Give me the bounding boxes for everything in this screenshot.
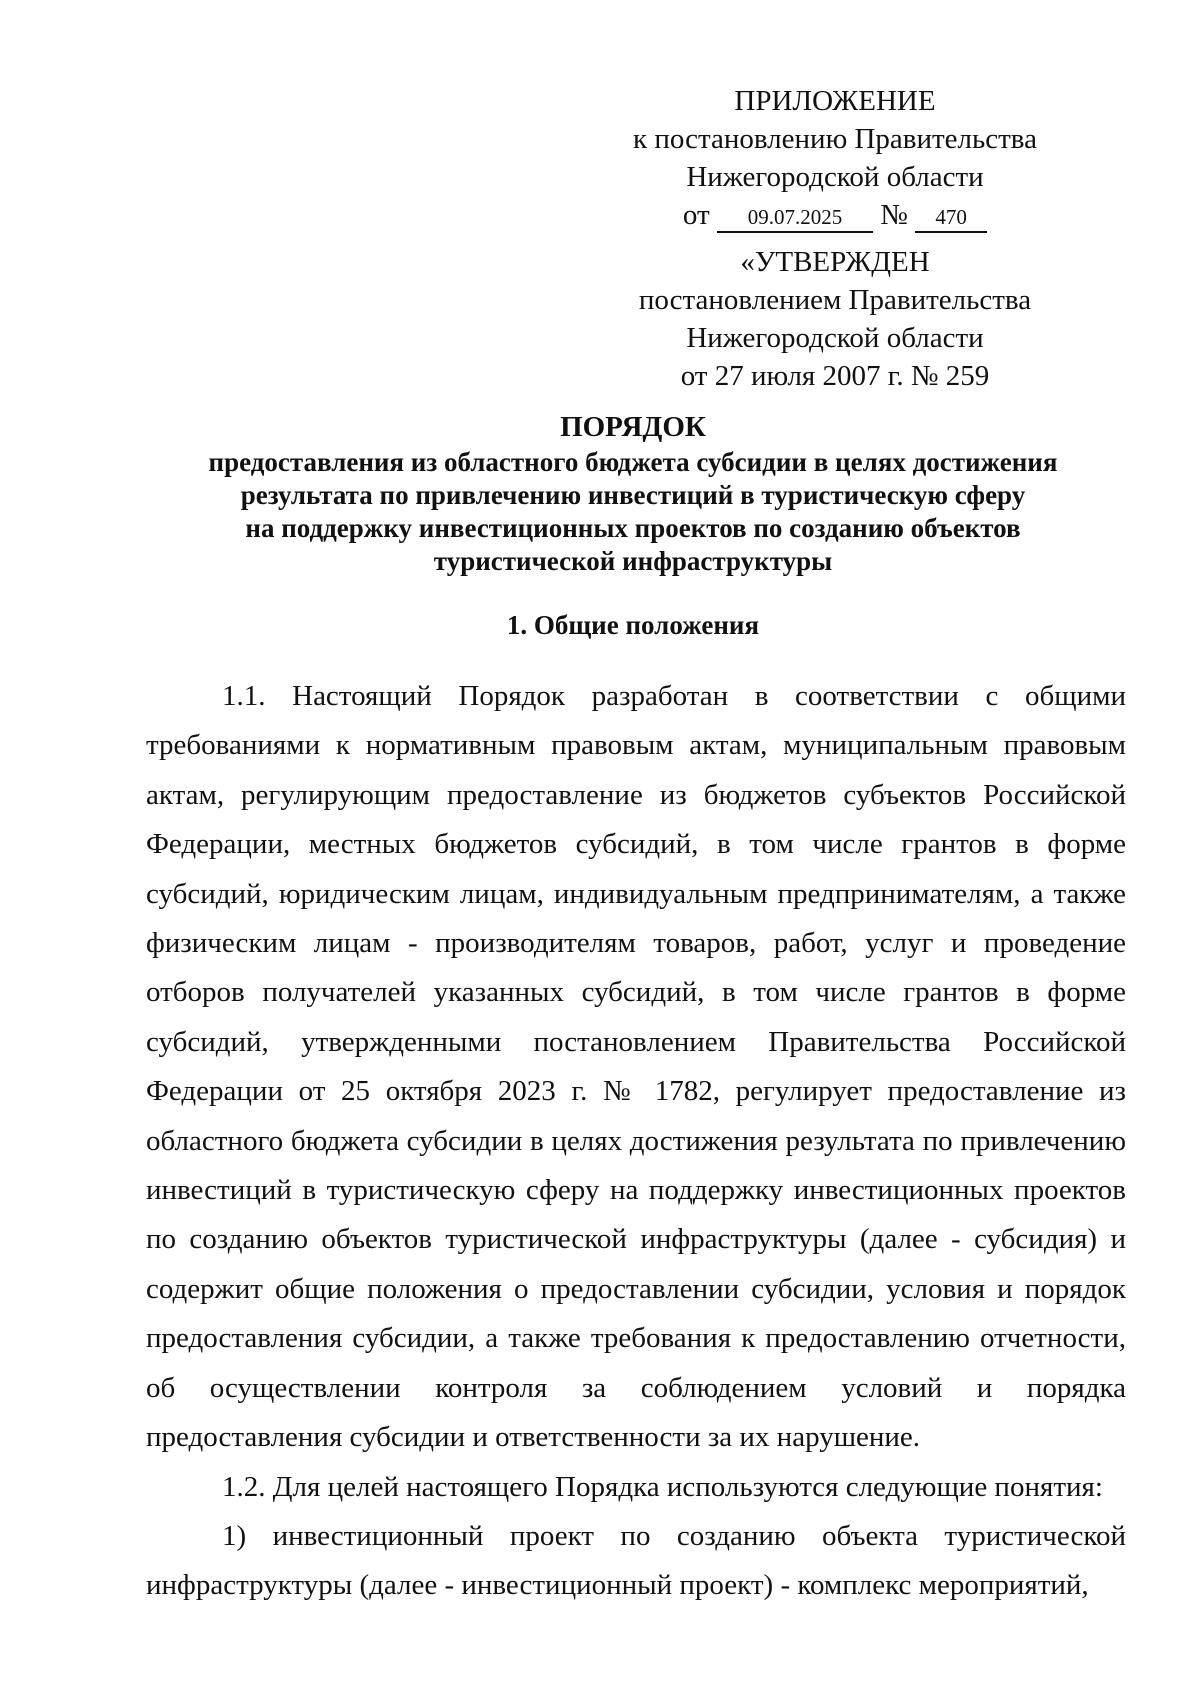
document-body bbox=[146, 672, 1126, 1611]
appendix-region: Нижегородской области bbox=[686, 161, 984, 193]
approved-line-4: от 27 июля 2007 г. № 259 bbox=[680, 360, 990, 392]
paragraph-1-2: 1.2. Для целей настоящего Порядка используются следующие понятия: bbox=[222, 1470, 1103, 1503]
approved-line-2: постановлением Правительства bbox=[638, 284, 1032, 316]
number-sign: № bbox=[880, 199, 908, 231]
date-prefix: от bbox=[682, 199, 710, 231]
approved-line-1: «УТВЕРЖДЕН bbox=[740, 246, 930, 278]
title-main: ПОРЯДОК bbox=[560, 411, 706, 443]
number-value: 470 bbox=[915, 205, 987, 233]
appendix-date-line bbox=[620, 196, 1050, 234]
approved-line-3: Нижегородской области bbox=[686, 322, 984, 354]
approved-block bbox=[620, 243, 1050, 395]
date-value: 09.07.2025 bbox=[717, 205, 873, 233]
title-line-1: предоставления из областного бюджета субсидии в целях достижения bbox=[208, 447, 1058, 477]
paragraph-1-1: 1.1. Настоящий Порядок разработан в соответствии с общими требованиями к нормативным правовым актам, муниципальным правовым актам, регулирующим предоставление из бюджетов субъектов Российской Федерации, местных бюджетов субсидий, в том числе грантов в форме субсидий, юридическим лицам, индивидуальным предпринимателям, а также физическим лицам - производителям товаров, работ, услуг и проведение отборов получателей указанных субсидий, в том числе грантов в форме субсидий, утвержденными постановлением Правительства Российской Федерации от 25 октября 2023 г. № 1782, регулирует предоставление из областного бюджета субсидии в целях достижения результата по привлечению инвестиций в туристическую сферу на поддержку инвестиционных проектов по созданию объектов туристической инфраструктуры (далее - субсидия) и содержит общие положения о предоставлении субсидии, условия и порядок предоставления субсидии, а также требования к предоставлению отчетности, об осуществлении контроля за соблюдением условий и порядка предоставления субсидии и ответственности за их нарушение. bbox=[146, 680, 1126, 1454]
document-title bbox=[140, 408, 1126, 578]
section-heading: 1. Общие положения bbox=[506, 610, 760, 640]
title-line-4: туристической инфраструктуры bbox=[433, 546, 833, 576]
appendix-label: ПРИЛОЖЕНИЕ bbox=[734, 85, 936, 117]
title-line-3: на поддержку инвестиционных проектов по созданию объектов bbox=[245, 513, 1021, 543]
appendix-to-resolution: к постановлению Правительства bbox=[633, 123, 1037, 155]
paragraph-1-2-1: 1) инвестиционный проект по созданию объекта туристической инфраструктуры (далее - инвестиционный проект) - комплекс мероприятий, bbox=[146, 1519, 1126, 1602]
appendix-header bbox=[620, 82, 1050, 234]
title-line-2: результата по привлечению инвестиций в туристическую сферу bbox=[240, 480, 1026, 510]
